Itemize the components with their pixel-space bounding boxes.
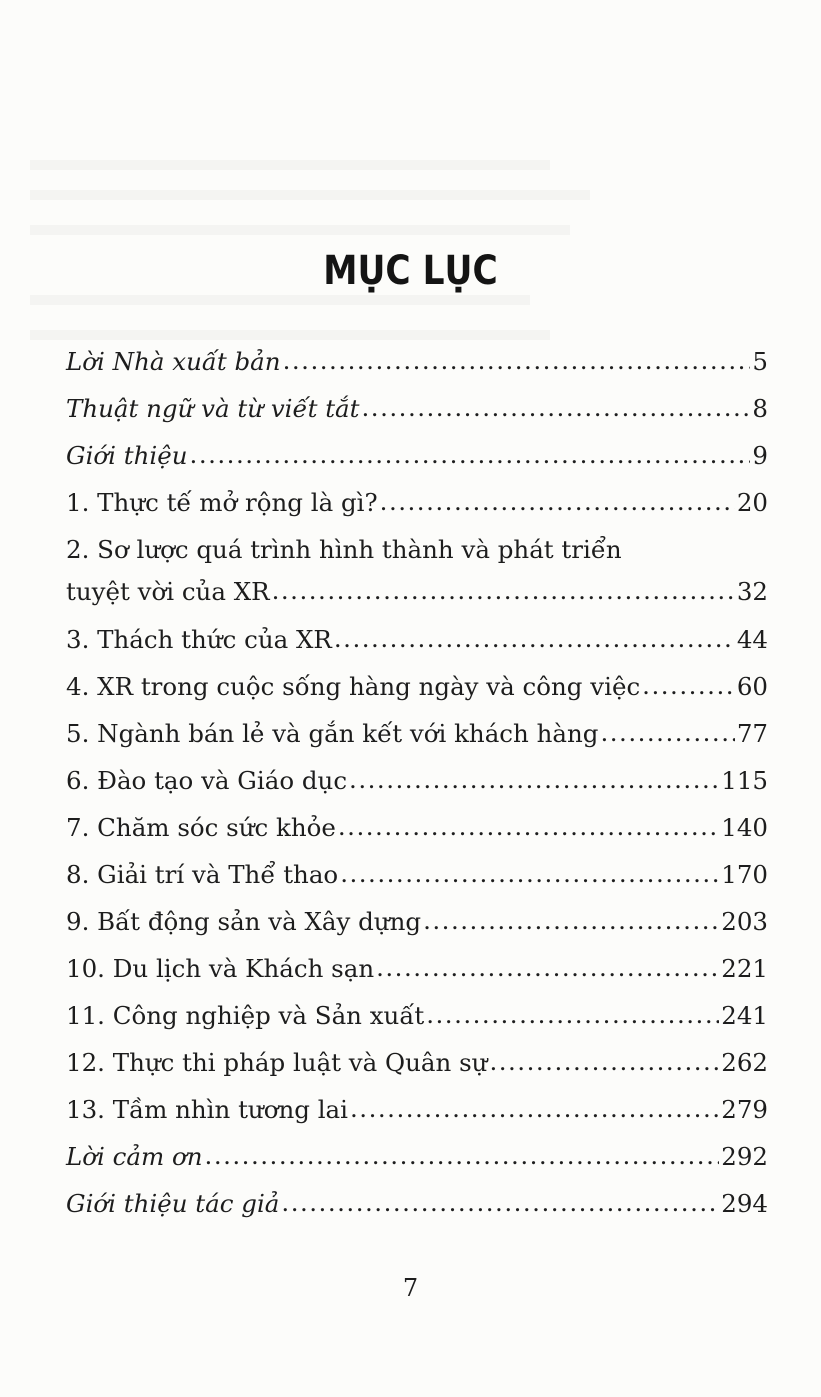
toc-entry-page: 294: [721, 1189, 768, 1218]
toc-entry: [66, 344, 768, 391]
leader-dots: [205, 1138, 720, 1174]
toc-entry-label: Lời cảm ơn: [66, 1142, 203, 1171]
toc-entry-page: 279: [721, 1095, 768, 1124]
toc-entry-page: 292: [721, 1142, 768, 1171]
toc-entry: [66, 438, 768, 485]
toc-entry-page: 9: [752, 441, 768, 470]
toc-entry: [66, 1139, 768, 1186]
toc-entry-page: 221: [721, 954, 768, 983]
leader-dots: [642, 668, 735, 704]
leader-dots: [423, 903, 719, 939]
toc-entry-label: 11. Công nghiệp và Sản xuất: [66, 1001, 425, 1030]
toc-entry-page: 8: [752, 394, 768, 423]
toc-entry-label: 4. XR trong cuộc sống hàng ngày và công việc: [66, 672, 641, 701]
toc-entry: [66, 1045, 768, 1092]
toc-entry: [66, 810, 768, 857]
toc-entry-page: 241: [721, 1001, 768, 1030]
toc-entry-label: 10. Du lịch và Khách sạn: [66, 954, 375, 983]
toc-entry: [66, 622, 768, 669]
toc-entry-label: 6. Đào tạo và Giáo dục: [66, 766, 348, 795]
leader-dots: [340, 856, 719, 892]
toc-entry-page: 32: [736, 577, 768, 606]
toc-entry: [66, 951, 768, 998]
toc-entry: [66, 391, 768, 438]
leader-dots: [376, 950, 719, 986]
leader-dots: [338, 809, 719, 845]
leader-dots: [272, 573, 735, 609]
toc-entry-label: 12. Thực thi pháp luật và Quân sự: [66, 1048, 488, 1077]
toc-entry-label: 8. Giải trí và Thể thao: [66, 860, 339, 889]
leader-dots: [426, 997, 719, 1033]
leader-dots: [334, 621, 735, 657]
toc-entry: [66, 857, 768, 904]
toc-entry-page: 20: [736, 488, 768, 517]
toc-entry: [66, 1186, 768, 1233]
leader-dots: [600, 715, 734, 751]
table-of-contents: [66, 344, 768, 1233]
toc-entry-page: 5: [752, 347, 768, 376]
toc-entry-label: 3. Thách thức của XR: [66, 625, 332, 654]
toc-entry: [66, 532, 768, 622]
toc-entry-page: 262: [721, 1048, 768, 1077]
toc-entry-page: 60: [736, 672, 768, 701]
toc-entry: [66, 716, 768, 763]
leader-dots: [380, 484, 735, 520]
toc-entry-page: 44: [736, 625, 768, 654]
leader-dots: [349, 762, 719, 798]
toc-entry-label: Giới thiệu: [66, 441, 188, 470]
toc-entry-page: 140: [721, 813, 768, 842]
toc-entry-label: Giới thiệu tác giả: [66, 1189, 280, 1218]
toc-entry-page: 170: [721, 860, 768, 889]
toc-entry-page: 115: [721, 766, 768, 795]
toc-entry: [66, 485, 768, 532]
leader-dots: [281, 1185, 719, 1221]
page-number: 7: [402, 1274, 419, 1302]
toc-entry: [66, 998, 768, 1045]
toc-entry: [66, 1092, 768, 1139]
toc-entry: [66, 763, 768, 810]
toc-entry-label: 13. Tầm nhìn tương lai: [66, 1095, 348, 1124]
toc-entry-label: 1. Thực tế mở rộng là gì?: [66, 488, 378, 517]
toc-entry-label: Thuật ngữ và từ viết tắt: [66, 394, 360, 423]
leader-dots: [283, 343, 751, 379]
toc-entry-label-line2: tuyệt vời của XR: [66, 577, 270, 606]
leader-dots: [190, 437, 751, 473]
toc-entry-label: 2. Sơ lược quá trình hình thành và phát triển: [66, 535, 622, 564]
toc-entry-label: 9. Bất động sản và Xây dựng: [66, 907, 422, 936]
leader-dots: [489, 1044, 719, 1080]
toc-entry-page: 77: [736, 719, 768, 748]
toc-entry-page: 203: [721, 907, 768, 936]
leader-dots: [362, 390, 751, 426]
toc-entry-label: 5. Ngành bán lẻ và gắn kết với khách hàng: [66, 719, 599, 748]
toc-entry: [66, 904, 768, 951]
leader-dots: [350, 1091, 719, 1127]
page-title: MỤC LỤC: [323, 248, 498, 294]
toc-entry-label: 7. Chăm sóc sức khỏe: [66, 813, 336, 842]
toc-entry: [66, 669, 768, 716]
toc-entry-label: Lời Nhà xuất bản: [66, 347, 281, 376]
